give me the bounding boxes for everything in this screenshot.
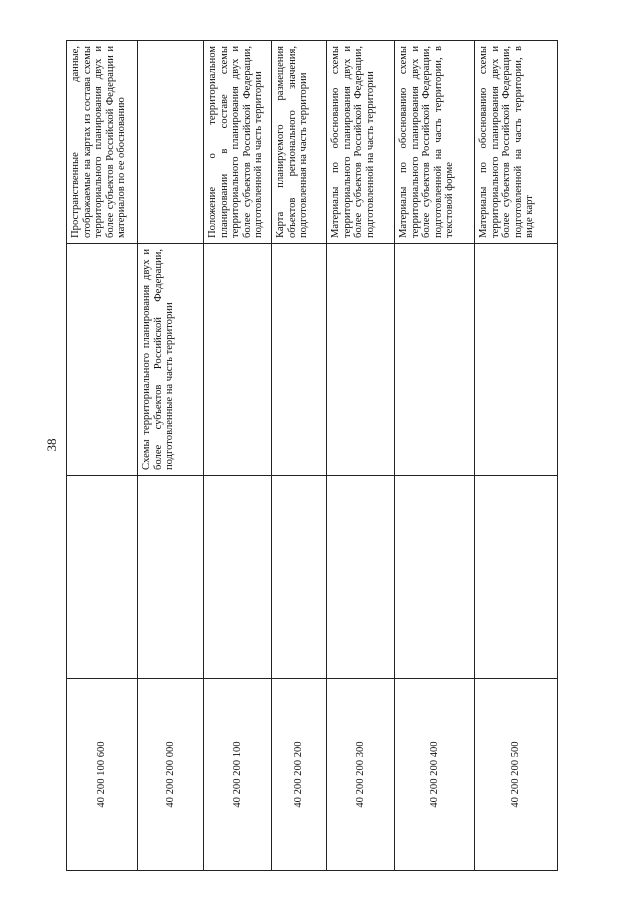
description-cell: Материалы по обоснованию схемы территориального планирования двух и более субъектов Российской Федерации, подготовленной на часть территории, в виде карт xyxy=(475,41,558,244)
blank-cell xyxy=(204,476,272,679)
name-cell xyxy=(204,244,272,476)
blank-cell xyxy=(272,476,327,679)
code-cell: 40 200 200 300 xyxy=(327,679,395,871)
table-row xyxy=(475,41,558,871)
table-row xyxy=(67,41,138,871)
name-cell xyxy=(327,244,395,476)
description-cell: Карта планируемого размещения объектов регионального значения, подготовленная на часть территории xyxy=(272,41,327,244)
table-row xyxy=(138,41,204,871)
blank-cell xyxy=(67,476,138,679)
description-cell: Материалы по обоснованию схемы территориального планирования двух и более субъектов Российской Федерации, подготовленной на часть территории, в текстовой форме xyxy=(395,41,475,244)
blank-cell xyxy=(138,476,204,679)
description-cell xyxy=(138,41,204,244)
code-cell: 40 200 200 100 xyxy=(204,679,272,871)
name-cell xyxy=(475,244,558,476)
table-row xyxy=(327,41,395,871)
code-cell: 40 200 200 000 xyxy=(138,679,204,871)
classifier-table xyxy=(66,40,558,871)
name-cell xyxy=(67,244,138,476)
table-row xyxy=(395,41,475,871)
description-cell: Положение о территориальном планировании в составе схемы территориального планирования двух и более субъектов Российской Федерации, подготовленной на часть территории xyxy=(204,41,272,244)
document-page xyxy=(66,41,557,871)
name-cell xyxy=(395,244,475,476)
description-cell: Материалы по обоснованию схемы территориального планирования двух и более субъектов Российской Федерации, подготовленной на часть территории xyxy=(327,41,395,244)
page-number: 38 xyxy=(44,438,59,452)
blank-cell xyxy=(395,476,475,679)
name-cell xyxy=(272,244,327,476)
code-cell: 40 200 100 600 xyxy=(67,679,138,871)
blank-cell xyxy=(475,476,558,679)
code-cell: 40 200 200 400 xyxy=(395,679,475,871)
code-cell: 40 200 200 200 xyxy=(272,679,327,871)
table-row xyxy=(204,41,272,871)
description-cell: Пространственные данные, отображаемые на картах из состава схемы территориального планирования двух и более субъектов Российской Федерации и материалов по ее обоснованию xyxy=(67,41,138,244)
blank-cell xyxy=(327,476,395,679)
code-cell: 40 200 200 500 xyxy=(475,679,558,871)
table-row xyxy=(272,41,327,871)
name-cell: Схемы территориального планирования двух и более субъектов Российской Федерации, подготовленные на часть территории xyxy=(138,244,204,476)
